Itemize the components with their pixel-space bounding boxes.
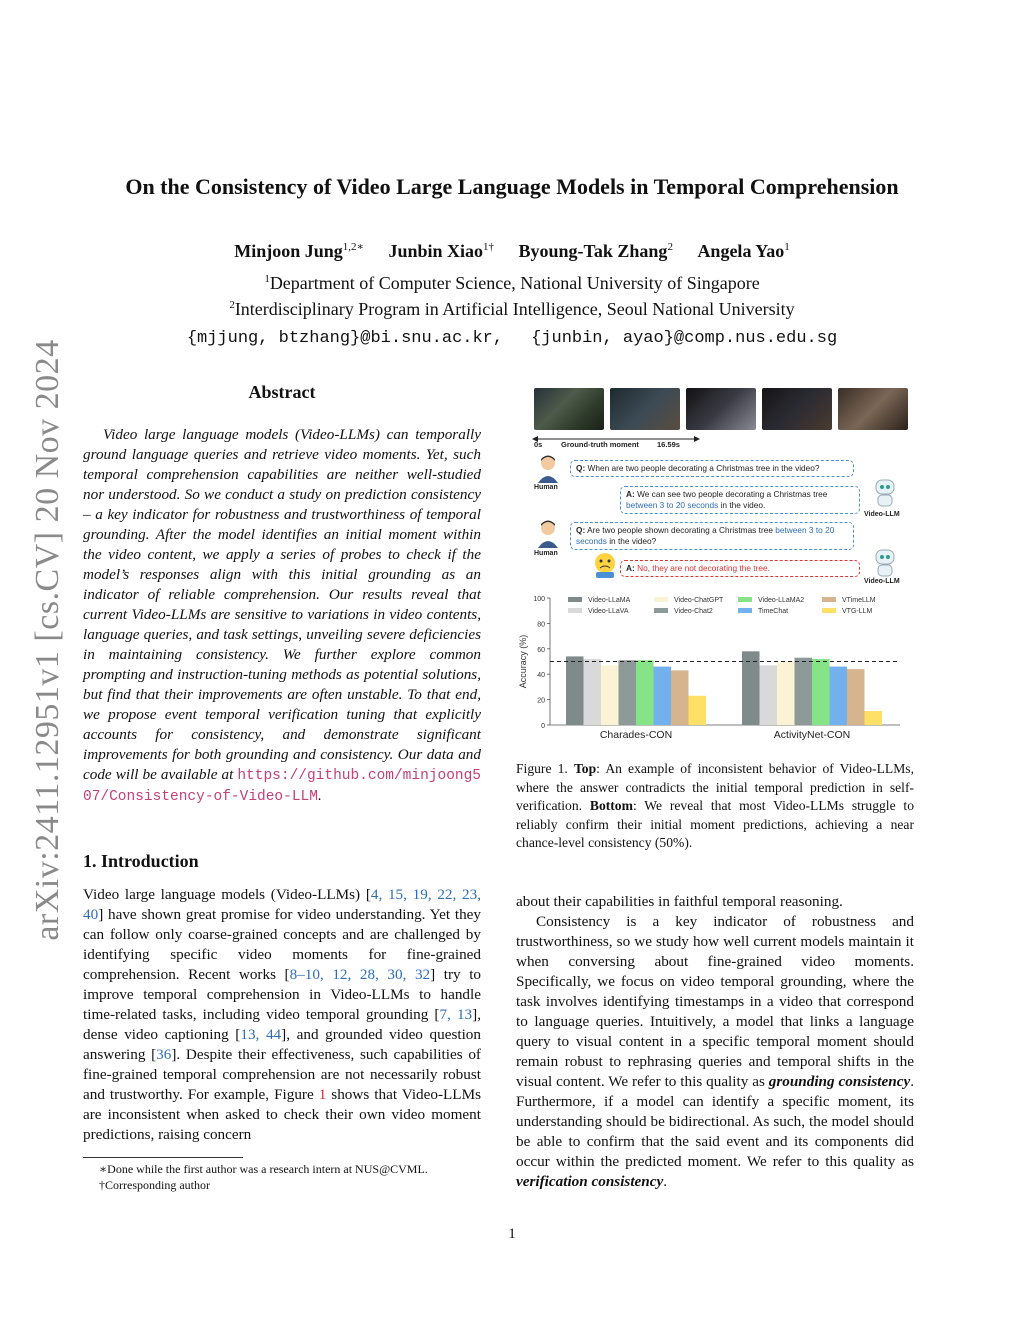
model-label: Video-LLM bbox=[864, 511, 900, 518]
bar bbox=[812, 659, 830, 725]
author: Byoung-Tak Zhang$^2$ bbox=[518, 241, 673, 261]
email[interactable]: {mjjung, btzhang}@bi.snu.ac.kr, bbox=[186, 329, 504, 348]
bar bbox=[654, 667, 672, 725]
answer-bubble-1: A: We can see two people decorating a Christmas tree between 3 to 20 seconds in the video. bbox=[620, 486, 860, 514]
author: Minjoon Jung$^{1,2∗}$ bbox=[234, 241, 364, 261]
affiliation: $^2$Interdisciplinary Program in Artificial Intelligence, Seoul National University bbox=[229, 299, 795, 319]
arxiv-stamp: arXiv:2411.12951v1 [cs.CV] 20 Nov 2024 bbox=[29, 339, 66, 941]
legend-swatch bbox=[654, 597, 668, 602]
gt-start-label: 0s bbox=[534, 440, 543, 449]
model-label: Video-LLM bbox=[864, 578, 900, 585]
footnote-rule bbox=[83, 1157, 243, 1158]
bar bbox=[584, 659, 602, 725]
bar bbox=[830, 667, 848, 725]
bar bbox=[636, 660, 654, 725]
y-tick-label: 80 bbox=[537, 621, 545, 629]
right-column-text: about their capabilities in faithful temporal reasoning. Consistency is a key indicator of robustness and trustworthiness, so we study how well current models maintain it when conversing about fine-grained video moments. Specifically, we focus on video temporal grounding, where the task involves identifying timestamps in a video that correspond to language queries. Intuitively, a model that links a language query to visual content in a specific temporal moment should remain robust to rephrasing queries and temporal shifts in the visual content. We refer to this quality as grounding consistency. Furthermore, if a model can identify a specific moment, its understanding should be bidirectional. As such, the model should be able to confirm that the said event and its components did occur within the predicted moment. We refer to this quality as verification consistency. bbox=[516, 893, 914, 1190]
repo-link[interactable]: https://github.com/minjoong507/Consistency-of-Video-LLM bbox=[83, 768, 481, 805]
bar bbox=[865, 711, 883, 725]
gt-moment-label: Ground-truth moment bbox=[561, 440, 639, 449]
bar bbox=[742, 651, 760, 725]
intro-text: Video large language models (Video-LLMs) [4, 15, 19, 22, 23, 40] have shown great promise for video understanding. Yet they can follow only coarse-grained concepts and are challenged by identifying specific video moments for fine-grained comprehension. Recent works [8–10, 12, 28, 30, 32] try to improve temporal comprehension in Video-LLMs to handle time-related tasks, including video temporal grounding [7, 13], dense video captioning [13, 44], and grounded video question answering [36]. Despite their effectiveness, such capabilities of fine-grained temporal comprehension are not necessarily robust and trustworthy. For example, Figure 1 shows that Video-LLMs are inconsistent when asked to check their own video moment predictions, raising concern bbox=[83, 886, 482, 1143]
bar bbox=[689, 696, 707, 725]
legend-swatch bbox=[738, 608, 752, 613]
footnote: †Corresponding author bbox=[99, 1178, 210, 1192]
legend-swatch bbox=[654, 608, 668, 613]
legend-label: Video-Chat2 bbox=[674, 608, 713, 615]
bar bbox=[671, 670, 689, 725]
legend-swatch bbox=[568, 597, 582, 602]
paper-title: On the Consistency of Video Large Language Models in Temporal Comprehension bbox=[125, 174, 899, 199]
bar bbox=[795, 658, 813, 725]
bar bbox=[847, 669, 865, 725]
legend-label: Video-LLaMA2 bbox=[758, 597, 805, 604]
video-frame bbox=[686, 388, 756, 430]
x-category-label: ActivityNet-CON bbox=[773, 729, 851, 741]
bar bbox=[601, 665, 619, 725]
email[interactable]: {junbin, ayao}@comp.nus.edu.sg bbox=[531, 329, 838, 348]
video-frame bbox=[838, 388, 908, 430]
legend-swatch bbox=[822, 597, 836, 602]
human-label: Human bbox=[534, 550, 558, 557]
x-category-label: Charades-CON bbox=[599, 729, 673, 741]
video-frame bbox=[762, 388, 832, 430]
y-tick-label: 20 bbox=[537, 697, 545, 705]
robot-icon bbox=[872, 546, 898, 580]
citation-link[interactable]: 36 bbox=[156, 1046, 172, 1063]
author-emails bbox=[0, 329, 1024, 348]
legend-label: Video-ChatGPT bbox=[674, 597, 724, 604]
legend-label: VTimeLLM bbox=[842, 597, 876, 604]
question-bubble-1: Q: When are two people decorating a Christmas tree in the video? bbox=[570, 460, 854, 477]
abstract-heading: Abstract bbox=[248, 382, 316, 402]
question-bubble-2: Q: Are two people shown decorating a Christmas tree between 3 to 20 seconds in the video? bbox=[570, 522, 854, 550]
page-number: 1 bbox=[508, 1226, 516, 1242]
citation-link[interactable]: 4, 15, 19, 22, 23, 40 bbox=[83, 886, 482, 923]
confused-face-icon bbox=[594, 552, 616, 578]
human-avatar-icon bbox=[536, 518, 560, 548]
legend-label: Video-LLaMA bbox=[588, 597, 631, 604]
legend-swatch bbox=[738, 597, 752, 602]
legend-swatch bbox=[568, 608, 582, 613]
bar bbox=[777, 662, 795, 726]
citation-link[interactable]: 8–10, 12, 28, 30, 32 bbox=[289, 966, 431, 983]
figure-caption: Figure 1. Top: An example of inconsistent behavior of Video-LLMs, where the answer contradicts the initial temporal prediction in self-verification. Bottom: We reveal that most Video-LLMs struggle to reliably confirm their initial moment predictions, achieving a near chance-level consistency (50%). bbox=[516, 761, 915, 850]
abstract-text: Video large language models (Video-LLMs) can temporally ground language queries and retrieve video moments. Yet, such temporal comprehension capabilities are neither well-studied nor understood. So we conduct a study on prediction consistency – a key indicator for robustness and trustworthiness of temporal grounding. After the model identifies an initial moment within the video content, we apply a series of probes to check if the model’s responses align with this initial grounding as an indicator of reliable comprehension. Our results reveal that current Video-LLMs are sensitive to variations in video contents, language queries, and task settings, unveiling severe deficiencies in maintaining consistency. We further explore common prompting and instruction-tuning methods as potential solutions, but find that their improvements are often unstable. To that end, we propose event temporal verification tuning that explicitly accounts for consistency, and demonstrate significant improvements for both grounding and consistency. Our data and code will be available at https://github.com/minjoong507/Consistency-of-Video-LLM. bbox=[83, 426, 481, 805]
human-avatar-icon bbox=[536, 453, 560, 483]
answer-bubble-2: A: No, they are not decorating the tree. bbox=[620, 560, 860, 577]
figure-ref-link[interactable]: 1 bbox=[318, 1086, 327, 1103]
author: Junbin Xiao$^{1\dagger}$ bbox=[388, 241, 495, 261]
legend-label: Video-LLaVA bbox=[588, 608, 629, 615]
video-frame bbox=[534, 388, 604, 430]
footnote: ∗Done while the first author was a research intern at NUS@CVML. bbox=[99, 1162, 428, 1176]
section-heading: 1. Introduction bbox=[83, 851, 199, 871]
y-tick-label: 0 bbox=[541, 723, 545, 730]
bar bbox=[566, 656, 584, 725]
human-label: Human bbox=[534, 484, 558, 491]
gt-end-label: 16.59s bbox=[657, 440, 680, 449]
author-list bbox=[0, 240, 1024, 262]
y-tick-label: 100 bbox=[533, 596, 545, 603]
consistency-bar-chart bbox=[516, 590, 916, 750]
bar bbox=[619, 660, 637, 725]
y-tick-label: 60 bbox=[537, 646, 545, 654]
video-frame bbox=[610, 388, 680, 430]
author: Angela Yao$^1$ bbox=[697, 241, 790, 261]
robot-icon bbox=[872, 476, 898, 510]
y-tick-label: 40 bbox=[537, 672, 545, 680]
legend-swatch bbox=[822, 608, 836, 613]
legend-label: TimeChat bbox=[758, 608, 789, 615]
citation-link[interactable]: 7, 13 bbox=[439, 1006, 473, 1023]
legend-label: VTG-LLM bbox=[842, 608, 873, 615]
affiliation: $^1$Department of Computer Science, National University of Singapore bbox=[264, 273, 760, 293]
y-axis-label: Accuracy (%) bbox=[518, 634, 528, 689]
citation-link[interactable]: 13, 44 bbox=[240, 1026, 282, 1043]
bar bbox=[760, 665, 778, 725]
